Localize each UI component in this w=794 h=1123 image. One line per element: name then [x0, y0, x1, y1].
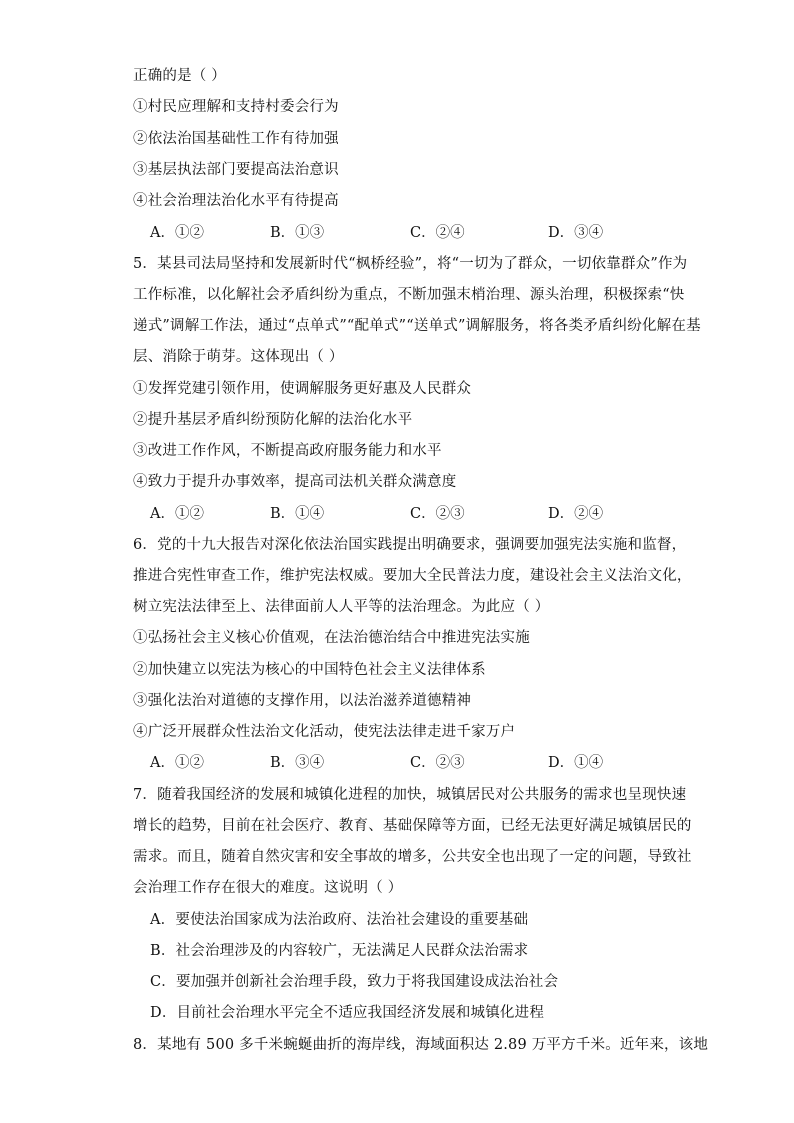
q7-option-c: C．要加强并创新社会治理手段，致力于将我国建设成法治社会: [150, 974, 559, 990]
q5-choice-b: B．①④: [270, 506, 325, 522]
q5-stem-line-3: 递式”调解工作法，通过“点单式”“配单式”“送单式”调解服务，将各类矛盾纠纷化解在基: [133, 318, 701, 334]
q6-choice-c: C．②③: [410, 755, 465, 771]
q6-item-2: ②加快建立以宪法为核心的中国特色社会主义法律体系: [133, 662, 486, 678]
q6-choice-d: D．①④: [548, 755, 604, 771]
q7-stem-line-4: 会治理工作存在很大的难度。这说明（ ）: [133, 880, 403, 896]
q4-choice-c: C．②④: [410, 225, 465, 241]
q4-choice-a: A．①②: [150, 225, 204, 241]
q7-option-d: D．目前社会治理水平完全不适应我国经济发展和城镇化进程: [150, 1005, 545, 1021]
q6-choice-a: A．①②: [150, 755, 204, 771]
q6-choices: [150, 754, 670, 772]
q5-item-2: ②提升基层矛盾纠纷预防化解的法治化水平: [133, 412, 413, 428]
q6-stem-line-1: 6．党的十九大报告对深化依法治国实践提出明确要求，强调要加强宪法实施和监督，: [133, 537, 687, 553]
q4-choice-b: B．①③: [270, 225, 325, 241]
q4-item-3: ③基层执法部门要提高法治意识: [133, 162, 339, 178]
q7-stem-line-1: 7．随着我国经济的发展和城镇化进程的加快，城镇居民对公共服务的需求也呈现快速: [133, 787, 687, 803]
q5-item-4: ④致力于提升办事效率，提高司法机关群众满意度: [133, 474, 457, 490]
q5-stem-line-2: 工作标准，以化解社会矛盾纠纷为重点，不断加强末梢治理、源头治理，积极探索“快: [133, 287, 685, 303]
q5-choice-a: A．①②: [150, 506, 204, 522]
q7-stem-line-2: 增长的趋势，目前在社会医疗、教育、基础保障等方面，已经无法更好满足城镇居民的: [133, 818, 692, 834]
q5-item-3: ③改进工作作风，不断提高政府服务能力和水平: [133, 443, 442, 459]
q5-item-1: ①发挥党建引领作用，使调解服务更好惠及人民群众: [133, 381, 472, 397]
q6-item-4: ④广泛开展群众性法治文化活动，使宪法法律走进千家万户: [133, 724, 516, 740]
q7-stem-line-3: 需求。而且，随着自然灾害和安全事故的增多，公共安全也出现了一定的问题，导致社: [133, 849, 692, 865]
q7-option-a: A．要使法治国家成为法治政府、法治社会建设的重要基础: [150, 912, 529, 928]
q4-choices: [150, 224, 670, 242]
q4-item-2: ②依法治国基础性工作有待加强: [133, 131, 339, 147]
q5-choices: [150, 505, 670, 523]
q6-stem-line-2: 推进合宪性审查工作，维护宪法权威。要加大全民普法力度，建设社会主义法治文化，: [133, 568, 692, 584]
q4-item-1: ①村民应理解和支持村委会行为: [133, 99, 339, 115]
q7-option-b: B．社会治理涉及的内容较广，无法满足人民群众法治需求: [150, 943, 529, 959]
q6-choice-b: B．③④: [270, 755, 325, 771]
q5-choice-c: C．②③: [410, 506, 465, 522]
q4-stem-tail: 正确的是（ ）: [133, 68, 227, 84]
q4-choice-d: D．③④: [548, 225, 604, 241]
q5-stem-line-4: 层、消除于萌芽。这体现出（ ）: [133, 349, 344, 365]
q5-choice-d: D．②④: [548, 506, 604, 522]
q5-stem-line-1: 5．某县司法局坚持和发展新时代“枫桥经验”，将“一切为了群众，一切依靠群众”作为: [133, 256, 688, 272]
q4-item-4: ④社会治理法治化水平有待提高: [133, 193, 339, 209]
q8-stem-line-1: 8．某地有 500 多千米蜿蜒曲折的海岸线，海域面积达 2.89 万平方千米。近年来，该地: [133, 1037, 709, 1053]
q6-item-1: ①弘扬社会主义核心价值观，在法治德治结合中推进宪法实施: [133, 630, 530, 646]
q6-item-3: ③强化法治对道德的支撑作用，以法治滋养道德精神: [133, 693, 472, 709]
q6-stem-line-3: 树立宪法法律至上、法律面前人人平等的法治理念。为此应（ ）: [133, 599, 550, 615]
